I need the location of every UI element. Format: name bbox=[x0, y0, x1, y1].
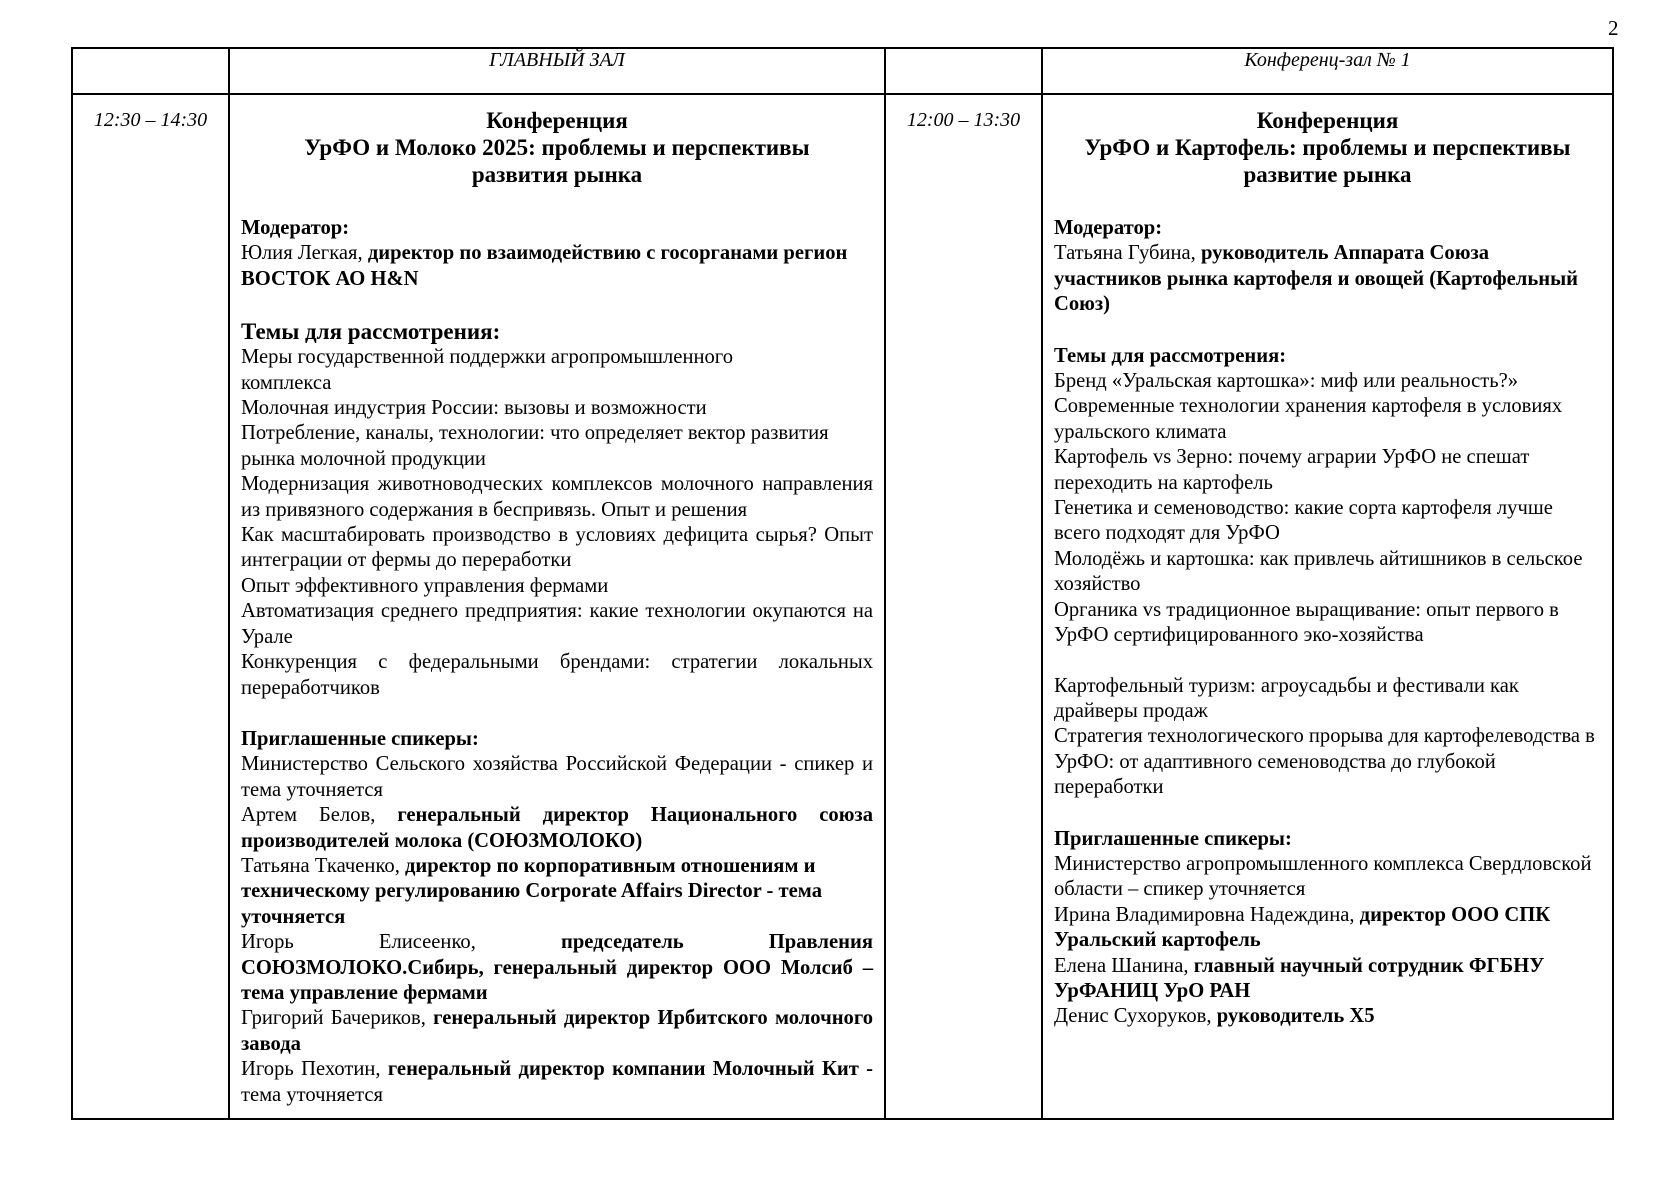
right-speaker bbox=[1054, 1004, 1601, 1029]
speaker-role: генеральный директор компании Молочный Кит - bbox=[387, 1058, 874, 1081]
right-topic: Органика vs традиционное выращивание: опыт первого в УрФО сертифицированного эко-хозяйства bbox=[1054, 598, 1559, 647]
right-topic: Генетика и семеноводство: какие сорта картофеля лучше всего подходят для УрФО bbox=[1054, 497, 1553, 545]
speaker-name: Елена Шанина, bbox=[1054, 954, 1194, 977]
right-time: 12:00 – 13:30 bbox=[885, 94, 1042, 1119]
speaker-name: Григорий Бачериков, bbox=[241, 1007, 434, 1030]
speaker-role: руководитель X5 bbox=[1216, 1005, 1375, 1028]
right-session bbox=[1042, 94, 1613, 1119]
left-topic: Молочная индустрия России: вызовы и возможности bbox=[241, 397, 707, 420]
right-conference-title bbox=[1054, 107, 1601, 188]
header-time-cell-left bbox=[72, 48, 229, 94]
right-speakers-block bbox=[1054, 827, 1601, 1030]
left-speaker bbox=[241, 1057, 873, 1108]
right-title-line-3: развитие рынка bbox=[1243, 162, 1412, 187]
left-speaker bbox=[241, 854, 873, 930]
left-conference-title bbox=[241, 107, 873, 188]
speaker-name: Министерство агропромышленного комплекса Свердловской области – спикер уточняется bbox=[1054, 852, 1592, 901]
right-speakers-label: Приглашенные спикеры: bbox=[1054, 827, 1292, 850]
left-moderator bbox=[241, 241, 873, 292]
left-topics-label: Темы для рассмотрения: bbox=[241, 319, 501, 345]
header-main-hall: ГЛАВНЫЙ ЗАЛ bbox=[229, 48, 885, 94]
right-topics-label: Темы для рассмотрения: bbox=[1054, 344, 1287, 367]
left-speaker bbox=[241, 803, 873, 854]
left-topic: Модернизация животноводческих комплексов молочного направления из привязного содержания в беспривязь. Опыт и решения bbox=[241, 473, 873, 521]
left-moderator-role: директор по взаимодействию с госорганами регион ВОСТОК АО H&N bbox=[241, 242, 848, 290]
right-moderator-role: руководитель Аппарата Союза участников рынка картофеля и овощей (Картофельный Союз) bbox=[1054, 242, 1579, 316]
left-topic: Опыт эффективного управления фермами bbox=[241, 574, 609, 597]
left-topic: Меры государственной поддержки агропромышленного комплекса bbox=[241, 346, 734, 394]
left-speakers-label: Приглашенные спикеры: bbox=[241, 727, 479, 750]
left-speaker bbox=[241, 1006, 873, 1057]
speaker-role: генеральный директор Ирбитского молочного завода bbox=[241, 1007, 873, 1055]
left-topic: Потребление, каналы, технологии: что определяет вектор развития рынка молочной продукции bbox=[241, 422, 829, 470]
left-session bbox=[229, 94, 885, 1119]
right-topic: Стратегия технологического прорыва для картофелеводства в УрФО: от адаптивного семеноводства до глубокой переработки bbox=[1054, 725, 1595, 799]
right-topic: Молодёжь и картошка: как привлечь айтишников в сельское хозяйство bbox=[1054, 547, 1583, 596]
right-topic: Картофель vs Зерно: почему аграрии УрФО не спешат переходить на картофель bbox=[1054, 446, 1530, 494]
speaker-role: председатель Правления СОЮЗМОЛОКО.Сибирь, генеральный директор ООО Молсиб – тема управление фермами bbox=[241, 931, 873, 1004]
speaker-role: генеральный директор Национального союза производителей молока (СОЮЗМОЛОКО) bbox=[241, 804, 874, 852]
page-number: 2 bbox=[1608, 16, 1619, 40]
right-moderator bbox=[1054, 241, 1601, 317]
header-time-cell-right bbox=[885, 48, 1042, 94]
left-moderator-block bbox=[241, 216, 873, 292]
speaker-name: Ирина Владимировна Надеждина, bbox=[1054, 903, 1360, 926]
right-title-line-2: УрФО и Картофель: проблемы и перспективы bbox=[1084, 135, 1571, 160]
left-topic: Конкуренция с федеральными брендами: стратегии локальных переработчиков bbox=[241, 651, 873, 699]
left-topics-block bbox=[241, 318, 873, 701]
left-moderator-name: Юлия Легкая, bbox=[241, 242, 368, 265]
speaker-name: Артем Белов, bbox=[241, 804, 398, 827]
right-speaker bbox=[1054, 954, 1601, 1005]
right-topics-block bbox=[1054, 344, 1601, 801]
speaker-name: Денис Сухоруков, bbox=[1054, 1005, 1217, 1028]
right-topic: Современные технологии хранения картофеля в условиях уральского климата bbox=[1054, 395, 1563, 443]
left-moderator-label: Модератор: bbox=[241, 217, 350, 239]
left-topic: Как масштабировать производство в условиях дефицита сырья? Опыт интеграции от фермы до переработки bbox=[241, 524, 873, 572]
speaker-tail: тема уточняется bbox=[241, 1083, 383, 1106]
right-moderator-label: Модератор: bbox=[1054, 217, 1163, 239]
header-conf-hall: Конференц-зал № 1 bbox=[1042, 48, 1613, 94]
left-title-line-3: развития рынка bbox=[471, 162, 643, 187]
header-row bbox=[72, 48, 1613, 94]
right-title-line-1: Конференция bbox=[1256, 108, 1399, 133]
right-topic: Бренд «Уральская картошка»: миф или реальность?» bbox=[1054, 370, 1519, 393]
speaker-role: директор ООО СПК Уральский картофель bbox=[1054, 903, 1551, 952]
left-topic: Автоматизация среднего предприятия: какие технологии окупаются на Урале bbox=[241, 600, 873, 648]
left-speakers-block bbox=[241, 727, 873, 1108]
speaker-name: Игорь Елисеенко, bbox=[241, 931, 561, 954]
left-title-line-1: Конференция bbox=[486, 108, 628, 133]
left-title-line-2: УрФО и Молоко 2025: проблемы и перспективы bbox=[304, 135, 810, 160]
right-speaker bbox=[1054, 852, 1601, 903]
right-topic: Картофельный туризм: агроусадьбы и фестивали как драйверы продаж bbox=[1054, 674, 1519, 722]
speaker-role: главный научный сотрудник ФГБНУ УрФАНИЦ УрО РАН bbox=[1054, 954, 1545, 1002]
right-speaker bbox=[1054, 903, 1601, 954]
speaker-name: Министерство Сельского хозяйства Российской Федерации - спикер и тема уточняется bbox=[241, 753, 873, 801]
right-moderator-block bbox=[1054, 216, 1601, 318]
session-row bbox=[72, 94, 1613, 1119]
speaker-role: директор по корпоративным отношениям и техническому регулированию Corporate Affairs Director - тема уточняется bbox=[241, 854, 822, 928]
left-time: 12:30 – 14:30 bbox=[72, 94, 229, 1119]
speaker-name: Игорь Пехотин, bbox=[241, 1058, 388, 1081]
right-moderator-name: Татьяна Губина, bbox=[1054, 242, 1201, 265]
left-speaker bbox=[241, 752, 873, 803]
left-speaker bbox=[241, 930, 873, 1006]
speaker-name: Татьяна Ткаченко, bbox=[241, 854, 405, 877]
program-table bbox=[71, 47, 1614, 1120]
